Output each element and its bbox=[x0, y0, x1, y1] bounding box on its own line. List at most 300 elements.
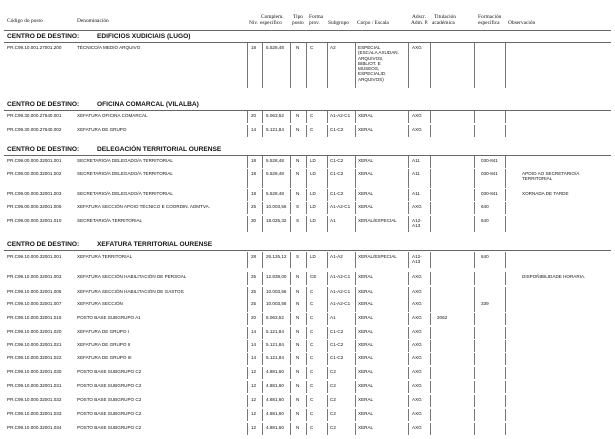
column-divider bbox=[306, 252, 307, 268]
table-row bbox=[0, 127, 615, 138]
column-divider bbox=[262, 125, 263, 137]
column-divider bbox=[408, 111, 409, 123]
column-divider bbox=[306, 327, 307, 339]
column-divider bbox=[306, 272, 307, 285]
cell-adscripcion-line: A12- bbox=[412, 254, 422, 259]
column-divider bbox=[408, 156, 409, 168]
cell-denominacion: SECRETARIO/A DELEGADO/A TERRITORIAL bbox=[77, 158, 173, 163]
column-divider bbox=[327, 395, 328, 407]
header-subgrupo: Subgrupo bbox=[328, 20, 349, 26]
column-divider bbox=[430, 189, 431, 201]
table-row bbox=[0, 254, 615, 269]
column-divider bbox=[306, 43, 307, 88]
column-divider bbox=[262, 252, 263, 268]
column-divider bbox=[430, 313, 431, 325]
column-divider bbox=[474, 327, 475, 339]
column-divider bbox=[430, 423, 431, 435]
column-divider bbox=[355, 409, 356, 421]
column-divider bbox=[290, 252, 291, 268]
column-divider bbox=[327, 340, 328, 352]
column-divider bbox=[262, 43, 263, 88]
cell-tipo: N bbox=[296, 329, 300, 334]
cell-corpo: XERAL bbox=[358, 158, 374, 163]
section-rule bbox=[4, 250, 611, 251]
column-divider bbox=[262, 216, 263, 232]
cell-nivel: 25 bbox=[251, 274, 257, 279]
header-denominacion: Denominación bbox=[77, 18, 109, 24]
header-especifico: específico bbox=[260, 20, 282, 26]
column-divider bbox=[355, 423, 356, 435]
cell-forma: C bbox=[310, 383, 314, 388]
column-divider bbox=[474, 381, 475, 393]
column-divider bbox=[327, 272, 328, 285]
column-divider bbox=[327, 313, 328, 325]
column-divider bbox=[262, 327, 263, 339]
cell-codigo: PR.C99.00.000.32001.002 bbox=[7, 171, 62, 176]
column-divider bbox=[505, 216, 506, 232]
column-divider bbox=[505, 381, 506, 393]
column-divider bbox=[327, 409, 328, 421]
cell-subgrupo: A2 bbox=[330, 45, 336, 50]
column-divider bbox=[290, 125, 291, 137]
cell-corpo: XERAL bbox=[358, 191, 374, 196]
column-divider bbox=[355, 202, 356, 214]
cell-tipo: N bbox=[296, 158, 300, 163]
cell-complemento: 10.003,56 bbox=[266, 289, 287, 294]
column-divider bbox=[474, 252, 475, 268]
column-divider bbox=[355, 169, 356, 188]
cell-nivel: 12 bbox=[251, 369, 257, 374]
cell-forma: LD bbox=[310, 254, 316, 259]
header-titulacion: Titulación bbox=[434, 14, 456, 20]
column-divider bbox=[408, 272, 409, 285]
cell-observacion: XORNADA DE TARDE bbox=[522, 191, 569, 196]
column-divider bbox=[430, 327, 431, 339]
cell-adscripcion: AXG bbox=[412, 369, 422, 374]
column-divider bbox=[290, 313, 291, 325]
cell-tipo: N bbox=[296, 171, 300, 176]
column-divider bbox=[408, 125, 409, 137]
column-divider bbox=[355, 367, 356, 379]
cell-subgrupo: A1-A2-C1 bbox=[330, 113, 351, 118]
cell-formacion: 030-841 bbox=[481, 158, 498, 163]
header-complem: Complem. bbox=[261, 14, 284, 20]
cell-subgrupo: A1 bbox=[330, 315, 336, 320]
cell-adscripcion: A11 bbox=[412, 191, 420, 196]
cell-adscripcion: AXG bbox=[412, 127, 422, 132]
cell-corpo-line: ARQUIVOS) bbox=[358, 76, 384, 82]
column-divider bbox=[306, 353, 307, 365]
column-divider bbox=[408, 327, 409, 339]
cell-formacion: 030-841 bbox=[481, 171, 498, 176]
column-divider bbox=[474, 43, 475, 88]
cell-corpo-line: ESPECIAL bbox=[358, 45, 381, 50]
column-divider bbox=[247, 299, 248, 312]
column-divider bbox=[505, 169, 506, 188]
section-header bbox=[7, 33, 190, 40]
cell-forma: C bbox=[310, 355, 314, 360]
cell-adscripcion-line: A13 bbox=[412, 223, 421, 229]
cell-forma: LD bbox=[310, 218, 316, 223]
cell-titulacion: 2062 bbox=[437, 315, 448, 320]
column-divider bbox=[430, 353, 431, 365]
section-header bbox=[7, 241, 212, 248]
table-row bbox=[0, 411, 615, 422]
column-divider bbox=[355, 156, 356, 168]
cell-codigo: PR.C99.00.000.32001.005 bbox=[7, 204, 62, 209]
cell-adscripcion: AXG bbox=[412, 342, 422, 347]
column-divider bbox=[408, 299, 409, 312]
column-divider bbox=[430, 169, 431, 188]
column-divider bbox=[355, 381, 356, 393]
table-row bbox=[0, 397, 615, 408]
column-divider bbox=[408, 409, 409, 421]
column-divider bbox=[505, 252, 506, 268]
cell-codigo: PR.C99.10.000.32001.031 bbox=[7, 383, 62, 388]
cell-tipo: N bbox=[296, 397, 300, 402]
cell-corpo: XERAL/ESPECIAL bbox=[358, 254, 397, 259]
column-divider bbox=[306, 156, 307, 168]
cell-subgrupo: A1-A2-C1 bbox=[330, 274, 351, 279]
column-divider bbox=[408, 189, 409, 201]
cell-subgrupo: C1-C2 bbox=[330, 127, 344, 132]
column-divider bbox=[355, 125, 356, 137]
cell-forma: C bbox=[310, 45, 314, 50]
cell-tipo: N bbox=[296, 289, 300, 294]
header-codigo: Código do posto bbox=[7, 18, 43, 24]
column-divider bbox=[474, 272, 475, 285]
cell-complemento: 26.125,12 bbox=[266, 254, 287, 259]
cell-adscripcion: AXG bbox=[412, 411, 422, 416]
column-divider bbox=[327, 423, 328, 435]
column-divider bbox=[355, 287, 356, 299]
cell-forma: C bbox=[310, 329, 314, 334]
column-divider bbox=[247, 287, 248, 299]
column-divider bbox=[474, 189, 475, 201]
cell-adscripcion: AXG bbox=[412, 113, 422, 118]
cell-denominacion: XEFATURA SECCIÓN HABILITACIÓN DE GASTOS bbox=[77, 289, 184, 294]
column-divider bbox=[355, 299, 356, 312]
column-divider bbox=[355, 353, 356, 365]
column-divider bbox=[505, 367, 506, 379]
cell-nivel: 14 bbox=[251, 342, 257, 347]
cell-adscripcion: AXG bbox=[412, 204, 422, 209]
column-divider bbox=[430, 409, 431, 421]
cell-tipo: N bbox=[296, 342, 300, 347]
column-divider bbox=[327, 189, 328, 201]
cell-tipo: N bbox=[296, 411, 300, 416]
column-divider bbox=[505, 156, 506, 168]
cell-corpo-line: MUSEOS, bbox=[358, 66, 380, 72]
cell-corpo-line: BIBLIOT. E bbox=[358, 60, 381, 66]
table-row bbox=[0, 315, 615, 326]
column-divider bbox=[290, 156, 291, 168]
cell-tipo: N bbox=[296, 355, 300, 360]
column-divider bbox=[262, 287, 263, 299]
cell-codigo: PR.C99.10.001.27001.200 bbox=[7, 45, 62, 50]
column-divider bbox=[474, 409, 475, 421]
cell-denominacion: XEFATURA SECCIÓN bbox=[77, 301, 123, 306]
column-divider bbox=[430, 202, 431, 214]
cell-forma: C bbox=[310, 411, 314, 416]
cell-complemento: 4.881,60 bbox=[266, 425, 284, 430]
column-divider bbox=[306, 409, 307, 421]
cell-forma: C bbox=[310, 397, 314, 402]
cell-adscripcion bbox=[412, 218, 422, 229]
cell-forma: C bbox=[310, 425, 314, 430]
column-divider bbox=[247, 125, 248, 137]
column-divider bbox=[327, 156, 328, 168]
column-divider bbox=[505, 299, 506, 312]
cell-denominacion: SECRETARIO/A DELEGADO/A TERRITORIAL bbox=[77, 191, 173, 196]
column-divider bbox=[290, 340, 291, 352]
column-divider bbox=[306, 299, 307, 312]
section-label: CENTRO DE DESTINO: bbox=[7, 241, 80, 248]
column-divider bbox=[430, 111, 431, 123]
cell-corpo: XERAL bbox=[358, 383, 374, 388]
cell-denominacion: XEFATURA SECCIÓN APOIO TÉCNICO E COORDIN. ADMTVA. bbox=[77, 204, 210, 209]
cell-subgrupo: A1 bbox=[330, 218, 336, 223]
column-divider bbox=[474, 299, 475, 312]
column-divider bbox=[247, 169, 248, 188]
cell-codigo: PR.C99.00.000.32001.001 bbox=[7, 158, 62, 163]
cell-denominacion: POSTO BASE SUBGRUPO C2 bbox=[77, 411, 142, 416]
column-divider bbox=[474, 156, 475, 168]
column-divider bbox=[262, 272, 263, 285]
column-divider bbox=[474, 367, 475, 379]
cell-corpo: XERAL bbox=[358, 425, 374, 430]
column-divider bbox=[247, 189, 248, 201]
column-divider bbox=[290, 202, 291, 214]
cell-subgrupo: C2 bbox=[330, 397, 336, 402]
cell-corpo: XERAL bbox=[358, 204, 374, 209]
column-divider bbox=[306, 287, 307, 299]
section-rule bbox=[4, 155, 611, 156]
column-divider bbox=[290, 353, 291, 365]
cell-tipo: N bbox=[296, 425, 300, 430]
column-divider bbox=[262, 395, 263, 407]
column-divider bbox=[474, 111, 475, 123]
column-divider bbox=[247, 327, 248, 339]
cell-forma: C bbox=[310, 315, 314, 320]
column-divider bbox=[306, 125, 307, 137]
cell-complemento: 4.881,60 bbox=[266, 383, 284, 388]
column-divider bbox=[430, 252, 431, 268]
cell-tipo: S bbox=[296, 204, 300, 209]
column-divider bbox=[247, 340, 248, 352]
column-divider bbox=[505, 327, 506, 339]
cell-complemento: 4.881,60 bbox=[266, 411, 284, 416]
cell-adscripcion: AXG bbox=[412, 45, 422, 50]
column-divider bbox=[327, 367, 328, 379]
column-divider bbox=[306, 381, 307, 393]
column-divider bbox=[355, 43, 356, 88]
cell-corpo-line: ESPECIALID. bbox=[358, 71, 387, 77]
cell-nivel: 18 bbox=[251, 158, 257, 163]
column-divider bbox=[474, 313, 475, 325]
column-divider bbox=[247, 353, 248, 365]
cell-nivel: 14 bbox=[251, 329, 257, 334]
table-row bbox=[0, 301, 615, 313]
cell-adscripcion: AXG bbox=[412, 274, 422, 279]
column-divider bbox=[262, 202, 263, 214]
column-divider bbox=[474, 202, 475, 214]
column-divider bbox=[355, 395, 356, 407]
column-divider bbox=[430, 381, 431, 393]
cell-denominacion: XEFATURA SECCIÓN HABILITACIÓN DE PERSOAL bbox=[77, 274, 187, 279]
column-divider bbox=[290, 327, 291, 339]
column-divider bbox=[262, 353, 263, 365]
column-divider bbox=[505, 111, 506, 123]
column-divider bbox=[262, 367, 263, 379]
cell-subgrupo: C1-C2 bbox=[330, 342, 344, 347]
table-row bbox=[0, 218, 615, 233]
cell-subgrupo: C1-C2 bbox=[330, 171, 344, 176]
cell-nivel: 25 bbox=[251, 289, 257, 294]
column-divider bbox=[505, 313, 506, 325]
column-divider bbox=[327, 169, 328, 188]
column-divider bbox=[306, 395, 307, 407]
column-divider bbox=[262, 381, 263, 393]
cell-denominacion: XEFATURA OFICINA COMARCAL bbox=[77, 113, 148, 118]
cell-adscripcion: AXG bbox=[412, 397, 422, 402]
cell-formacion: 640 bbox=[481, 218, 489, 223]
table-row bbox=[0, 204, 615, 215]
section-label: CENTRO DE DESTINO: bbox=[7, 146, 80, 153]
column-divider bbox=[247, 313, 248, 325]
table-row bbox=[0, 113, 615, 124]
column-divider bbox=[505, 353, 506, 365]
column-divider bbox=[262, 423, 263, 435]
cell-nivel: 28 bbox=[251, 254, 257, 259]
cell-codigo: PR.C99.10.000.32001.032 bbox=[7, 397, 62, 402]
table-row bbox=[0, 425, 615, 436]
cell-complemento: 5.528,48 bbox=[266, 171, 284, 176]
column-divider bbox=[262, 299, 263, 312]
cell-subgrupo: C2 bbox=[330, 369, 336, 374]
cell-complemento: 5.121,84 bbox=[266, 127, 284, 132]
column-divider bbox=[505, 272, 506, 285]
section-rule bbox=[4, 42, 611, 43]
column-divider bbox=[306, 340, 307, 352]
column-divider bbox=[505, 395, 506, 407]
cell-corpo: XERAL bbox=[358, 355, 374, 360]
column-divider bbox=[290, 272, 291, 285]
table-row bbox=[0, 45, 615, 89]
column-divider bbox=[355, 313, 356, 325]
cell-subgrupo: C2 bbox=[330, 411, 336, 416]
cell-tipo: N bbox=[296, 127, 300, 132]
header-forma: Forma bbox=[309, 14, 324, 20]
column-divider bbox=[262, 156, 263, 168]
column-divider bbox=[505, 423, 506, 435]
cell-complemento: 10.003,56 bbox=[266, 301, 287, 306]
column-divider bbox=[474, 353, 475, 365]
cell-complemento: 18.025,32 bbox=[266, 218, 287, 223]
cell-observacion-line: APOIO AO SECRETARIO/A bbox=[522, 171, 580, 176]
cell-complemento: 5.528,48 bbox=[266, 45, 284, 50]
cell-corpo: XERAL bbox=[358, 171, 374, 176]
cell-codigo: PR.C99.10.000.32001.021 bbox=[7, 342, 62, 347]
cell-codigo: PR.C99.10.000.32001.033 bbox=[7, 411, 62, 416]
section-header bbox=[7, 101, 199, 108]
section-name: OFICINA COMARCAL (VILALBA) bbox=[97, 101, 199, 108]
section-name: DELEGACIÓN TERRITORIAL OURENSE bbox=[97, 146, 222, 153]
column-divider bbox=[247, 111, 248, 123]
column-divider bbox=[430, 216, 431, 232]
cell-adscripcion-line: A12- bbox=[412, 218, 422, 223]
column-divider bbox=[306, 216, 307, 232]
column-divider bbox=[355, 111, 356, 123]
column-divider bbox=[290, 299, 291, 312]
cell-denominacion: XEFATURA TERRITORIAL bbox=[77, 254, 133, 259]
cell-nivel: 12 bbox=[251, 383, 257, 388]
cell-codigo: PR.C99.10.000.32001.015 bbox=[7, 315, 62, 320]
cell-tipo: N bbox=[296, 191, 300, 196]
cell-denominacion: XEFATURA DE GRUPO II bbox=[77, 342, 131, 347]
column-divider bbox=[247, 367, 248, 379]
column-divider bbox=[474, 340, 475, 352]
cell-codigo: PR.C99.10.000.32001.022 bbox=[7, 355, 62, 360]
column-divider bbox=[306, 189, 307, 201]
cell-nivel: 18 bbox=[251, 191, 257, 196]
cell-denominacion: TÉCNICO/A MEDIO ARQUIVO bbox=[77, 45, 141, 50]
table-row bbox=[0, 274, 615, 286]
cell-corpo: XERAL bbox=[358, 411, 374, 416]
column-divider bbox=[355, 327, 356, 339]
column-divider bbox=[262, 111, 263, 123]
cell-forma: CE bbox=[310, 274, 317, 279]
column-divider bbox=[474, 287, 475, 299]
column-divider bbox=[408, 202, 409, 214]
section-rule bbox=[4, 110, 611, 111]
cell-corpo: XERAL bbox=[358, 329, 374, 334]
cell-observacion bbox=[522, 171, 579, 182]
column-divider bbox=[430, 272, 431, 285]
cell-corpo: XERAL bbox=[358, 127, 374, 132]
cell-complemento: 5.528,48 bbox=[266, 191, 284, 196]
column-divider bbox=[408, 395, 409, 407]
column-divider bbox=[327, 353, 328, 365]
cell-complemento: 5.121,84 bbox=[266, 329, 284, 334]
header-especifica: específica bbox=[478, 20, 500, 26]
cell-nivel: 12 bbox=[251, 425, 257, 430]
cell-subgrupo: C1-C2 bbox=[330, 329, 344, 334]
cell-nivel: 18 bbox=[251, 171, 257, 176]
column-divider bbox=[306, 169, 307, 188]
cell-codigo: PR.C99.10.000.32001.001 bbox=[7, 254, 62, 259]
cell-corpo: XERAL bbox=[358, 289, 374, 294]
cell-corpo: XERAL bbox=[358, 397, 374, 402]
column-divider bbox=[474, 216, 475, 232]
column-divider bbox=[290, 189, 291, 201]
cell-adscripcion-line: A13 bbox=[412, 259, 421, 265]
cell-subgrupo: A1-A2 bbox=[330, 254, 343, 259]
cell-forma: LD bbox=[310, 171, 316, 176]
cell-codigo: PR.C99.10.000.32001.020 bbox=[7, 329, 62, 334]
section-label: CENTRO DE DESTINO: bbox=[7, 101, 80, 108]
cell-subgrupo: A1-A2-C1 bbox=[330, 204, 351, 209]
column-divider bbox=[408, 216, 409, 232]
cell-codigo: PR.C99.10.000.32001.030 bbox=[7, 369, 62, 374]
cell-nivel: 30 bbox=[251, 218, 257, 223]
cell-nivel: 25 bbox=[251, 204, 257, 209]
cell-tipo: S bbox=[296, 218, 300, 223]
cell-denominacion: XEFATURA DE GRUPO III bbox=[77, 355, 132, 360]
column-divider bbox=[290, 423, 291, 435]
column-divider bbox=[327, 327, 328, 339]
column-divider bbox=[290, 43, 291, 88]
